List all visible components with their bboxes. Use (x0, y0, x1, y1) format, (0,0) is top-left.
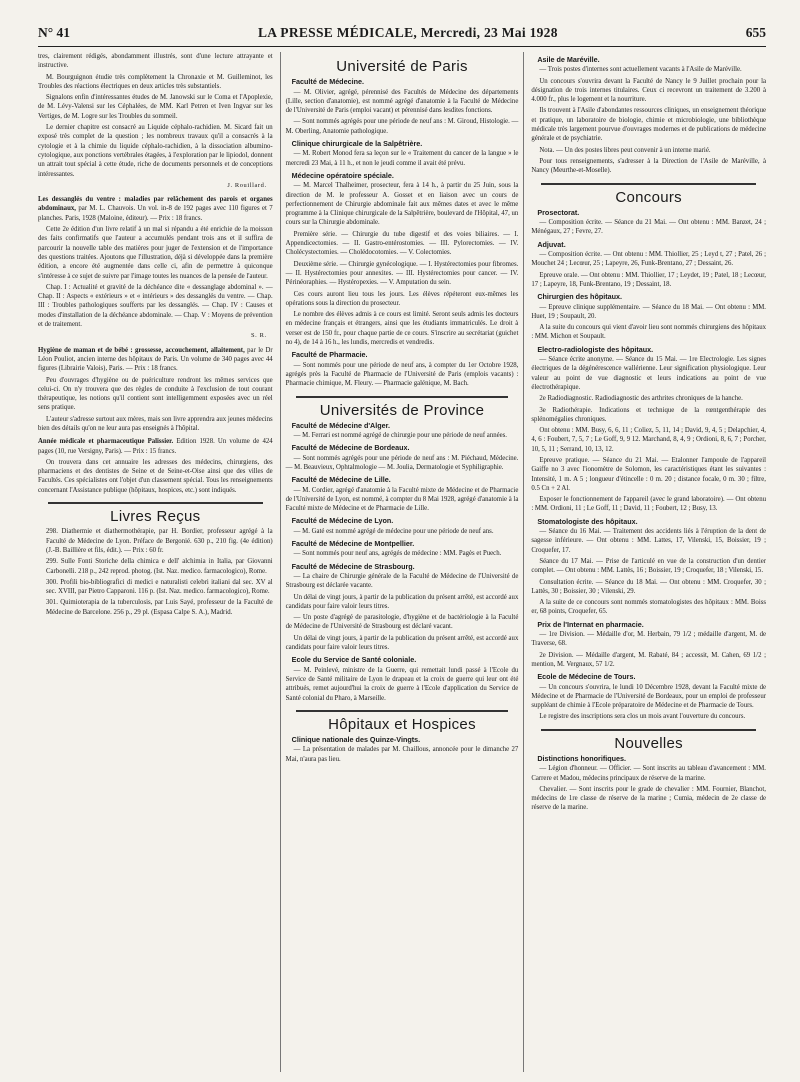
item-title: Electro-radiologiste des hôpitaux. (537, 344, 654, 354)
paragraph: A la suite du concours qui vient d'avoir lieu sont nommés chirurgiens des hôpitaux : MM. Michon et Soupault. (531, 324, 766, 341)
paragraph: — 1re Division. — Médaille d'or, M. Herbain, 79 1/2 ; médaille d'argent, M. de Traverse, 68. (531, 631, 766, 648)
review-signature: S. R. (251, 332, 267, 340)
paragraph: 2e Division. — Médaille d'argent, M. Rabaté, 84 ; accessit, M. Cahen, 69 1/2 ; mention, M. Vergnaux, 57 1/2. (531, 651, 766, 668)
paragraph: Pour tous renseignements, s'adresser à la Direction de l'Asile de Maréville, à Nancy (Meurthe-et-Moselle). (531, 157, 766, 175)
column-1 (38, 52, 273, 1072)
book-reference: par le Dr Léon Pouliot, ancien interne des hôpitaux de Paris. Un volume de 340 pages avec 44 figures (Librairie Valois), Paris. — Prix : 18 francs. (38, 346, 273, 373)
issue-number: N° 41 (38, 25, 71, 40)
item-title: Faculté de Médecine de Strasbourg. (291, 561, 415, 571)
review-signature: J. Rouillard. (227, 181, 267, 189)
paragraph: Le registre des inscriptions sera clos un mois avant l'ouverture du concours. (539, 713, 746, 721)
paragraph: Première série. — Chirurgie du tube digestif et des voies biliaires. — I. Appendicectomies. — II. Gastro-entérostomies. — III. Pylorectomies. — IV. Cholécystectomies. — Cholédocotomies. — V. Colectomies. (285, 230, 519, 257)
paragraph: — Séance écrite anonyme. — Séance du 15 Mai. — 1re Electrologie. Les signes électriques de la dégénérescence wallérienne. Leur signification physiologique. Leur valeur au point de vue diagnostic et leurs indications au point de vue électrothérapique. (531, 356, 766, 391)
paragraph: — M. Peinlevé, ministre de la Guerre, qui remettait lundi passé à l'Ecole du Service de Santé militaire de Lyon le drapeau et la croix de guerre qui leur ont été attribués, remet aujourd'hui la croix de guerre à l'Ecole d'application du Service de Santé colonial du Pharo, à Marseille. (285, 666, 519, 702)
page-number: 655 (745, 25, 766, 40)
paragraph: On trouvera dans cet annuaire les adresses des médecins, chirurgiens, des pharmaciens et des dentistes de Seine et de Seine-et-Oise ainsi que des villes de Facultés. Ces spécialistes ont l'objet d'un classement spécial. Tous les renseignements concernant l'Assistance publique (hôpitaux, hospices, etc.) sont indiqués. (38, 458, 273, 494)
page-header (38, 20, 766, 47)
section-heading-universite-paris: Université de Paris (336, 58, 468, 75)
section-divider (296, 710, 509, 712)
item-title: Faculté de Pharmacie. (291, 350, 368, 360)
column-3 (531, 52, 766, 1072)
paragraph: A la suite de ce concours sont nommés stomatologistes des hôpitaux : MM. Boiss er, 68 points, Croquefer, 65. (531, 599, 766, 616)
paragraph: L'auteur s'adresse surtout aux mères, mais son livre apprendra aux jeunes médecins bien des détails qu'on ne leur aura pas enseignés à l'hôpital. (38, 415, 273, 432)
paragraph: — Légion d'honneur. — Officier. — Sont inscrits au tableau d'avancement : MM. Carrere et Madou, médecins principaux de réserve de la marine. (531, 765, 766, 782)
paragraph: — Sont nommés pour neuf ans, agrégés de médecine : MM. Pagès et Puech. (293, 550, 502, 558)
section-heading-nouvelles: Nouvelles (614, 734, 683, 752)
book-title: Hygiène de maman et de bébé : grossesse, accouchement, allaitement, (38, 346, 245, 354)
item-title: Distinctions honorifiques. (537, 754, 626, 763)
paragraph: — Un poste d'agrégé de parasitologie, d'hygiène et de bactériologie à la Faculté de Médecine de l'Université de Strasbourg est déclaré vacant. (285, 614, 519, 631)
paragraph: — M. Robert Monod fera sa leçon sur le « Traitement du cancer de la langue » le mercredi 23 Mai, à 11 h., et non le jeudi comme il avait été prévu. (285, 150, 519, 167)
paragraph: 3e Radiothérapie. Indications et technique de la rœntgenthérapie des splénomégalies chroniques. (531, 406, 766, 423)
paragraph: — M. Cordier, agrégé d'anatomie à la Faculté mixte de Médecine et de Pharmacie de l'Université de Lyon, est nommé, à compter du 8 Mai 1928, agrégé d'anatomie à la Faculté mixte de Médecine et de Pharmacie de Lille. (285, 486, 519, 513)
paragraph: — Composition écrite. — Séance du 21 Mai. — Ont obtenu : MM. Banzet, 24 ; Ménégaux, 27 ; Fevre, 27. (531, 219, 766, 236)
paragraph: Séance du 17 Mai. — Prise de l'articulé en vue de la construction d'un dentier complet. — Ont obtenu : MM. Lattès, 16 ; Boissier, 19 ; Croquefer, 18 ; Vilenski, 15. (531, 557, 766, 575)
paragraph: Deuxième série. — Chirurgie gynécologique. — I. Hystérectomies pour fibromes. — II. Hystérectomies pour annexites. — III. Hystérectomies pour cancer. — IV. Périnéoraphies. — Hystéropexies. — V. Amputation du sein. (285, 260, 519, 287)
paragraph: tres, clairement rédigés, abondamment illustrés, sont d'une lecture attrayante et instructive. (38, 53, 273, 70)
paragraph: Un délai de vingt jours, à partir de la publication du présent arrêté, est accordé aux candidats pour faire valoir leurs titres. (285, 593, 519, 610)
item-title: Prosectorat. (537, 207, 580, 217)
paragraph: — Un concours s'ouvrira, le lundi 10 Décembre 1928, devant la Faculté mixte de Médecine et de Pharmacie de l'Université de Bordeaux, pour un emploi de professeur suppléant de chimie à l'Ecole préparatoire de Médecine et de Pharmacie de Tours. (531, 683, 766, 710)
item-title: Faculté de Médecine de Montpellier. (291, 539, 415, 549)
section-heading-universites-province: Universités de Province (319, 401, 485, 419)
item-title: Faculté de Médecine d'Alger. (291, 420, 391, 430)
item-title: Faculté de Médecine de Bordeaux. (291, 443, 410, 453)
paragraph: Ils trouvent à l'Asile d'abondantes ressources cliniques, un enseignement théorique et pratique, un laboratoire de biologie, chimie et microbiologie, une bibliothèque médicale très largement pourvue d'ouvrages modernes et de publications de médecine générale et de psychiatrie. (531, 107, 766, 143)
paragraph: Cette 2e édition d'un livre relatif à un mal si répandu a été enrichie de la moisson des faits confirmatifs que l'auteur a accumulés pendant trois ans et il suffira de parcourir la nouvelle table des matières pour juger de l'extension et de l'importance des questions traitées. Ajoutons que l'illustration, déjà si développée dans la première édition, a encore été augmentée dans celle ci, afin de permettre à quiconque s'intéresse à ce sujet de suivre par l'image toutes les nuances de la pensée de l'auteur. (38, 226, 273, 280)
book-reference: par M. L. Chauvois. Un vol. in-8 de 192 pages avec 110 figures et 7 planches. Paris, 1928 (Maloine, éditeur). — Prix : 18 francs. (38, 205, 273, 222)
item-title: Faculté de Médecine. (291, 77, 364, 87)
paragraph: Nota. — Un des postes libres peut convenir à un interne marié. (539, 146, 711, 154)
paragraph: Chevalier. — Sont inscrits pour le grade de chevalier : MM. Fournier, Blanchot, médecins de 1re classe de réserve de la marine ; Cumia, médecin de 2e classe de réserve de la marine. (531, 785, 766, 812)
paragraph: — M. Marcel Thalheimer, prosecteur, fera à 14 h., à partir du 25 Juin, sous la direction de M. le professeur A. Gosset et en liaison avec un cours de perfectionnement de Chirurgie abdominale fait aux mêmes dates et avec le même programme à la Clinique chirurgicale de la Salpêtrière, boulevard de l'Hôpital, 47, un cours sur la Chirurgie abdominale. (285, 182, 519, 227)
item-title: Adjuvat. (537, 239, 566, 249)
section-divider (541, 183, 756, 185)
book-list-item: 299. Sulle Fonti Storiche della chimica e dell' alchimia in Italia, par Giovanni Carbonelli. 218 p., 242 reprod. photog. (Ist. Naz. medico. farmacologico), Rome. (46, 558, 273, 575)
paragraph: M. Bourguignon étudie très complètement la Chronaxie et M. Guilleminot, les Troubles des réactions électriques en deux articles très substantiels. (38, 73, 273, 90)
columns (38, 52, 766, 1072)
paragraph: — Sont nommés agrégés pour une période de neuf ans : M. Giroud, Histologie. — M. Oberling, Anatomie pathologique. (285, 118, 519, 135)
book-title: Année médicale et pharmaceutique Palissier. (38, 438, 174, 446)
paragraph: — Epreuve clinique supplémentaire. — Séance du 18 Mai. — Ont obtenu : MM. Huet, 19 ; Soupault, 20. (531, 303, 766, 320)
item-title: Ecole de Médecine de Tours. (537, 672, 636, 682)
item-title: Prix de l'Internat en pharmacie. (537, 619, 644, 629)
paragraph: Le nombre des élèves admis à ce cours est limité. Seront seuls admis les docteurs en médecine français et étrangers, ainsi que les étudiants immatriculés. Le droit à verser est de 150 fr., pour chaque partie de ce cours. S'inscrire au secrétariat (guichet no 4), de 14 à 16 h., les lundis, mercredis et vendredis. (285, 311, 519, 347)
paragraph: Consultation écrite. — Séance du 18 Mai. — Ont obtenu : MM. Croquefer, 30 ; Lattès, 30 ; Boissier, 30 ; Vilenski, 29. (531, 578, 766, 595)
item-title: Clinique chirurgicale de la Salpêtrière. (291, 139, 423, 149)
paragraph: — La chaire de Chirurgie générale de la Faculté de Médecine de l'Université de Strasbourg est déclarée vacante. (285, 572, 519, 590)
paragraph: Un concours s'ouvrira devant la Faculté de Nancy le 9 Juillet prochain pour la désignation de trois internes titulaires. Ceux ci recevront un traitement de 3.200 à 4.000 fr., plus le logement et la nourriture. (531, 77, 766, 104)
paragraph: Ont obtenu : MM. Busy, 6, 6, 11 ; Coliez, 5, 11, 14 ; David, 9, 4, 5 ; Delapchier, 4, 4, 6 : Foubert, 7, 5, 7 ; Le Goff, 9, 9 12. Marchand, 8, 4, 9 ; Ordioni, 8, 6, 7 ; Porcher, 10, 5, 11 ; Serrand, 10, 13, 12. (531, 427, 766, 453)
item-title: Faculté de Médecine de Lyon. (291, 516, 394, 526)
paragraph: — La présentation de malades par M. Chaillous, annoncée pour le dimanche 27 Mai, n'aura pas lieu. (285, 746, 519, 763)
paragraph: — M. Olivier, agrégé, pérennisé des Facultés de Médecine des départements (Lille, section d'anatomie), est nommé agrégé d'anatomie à la Faculté de Médecine de l'Université de Paris (emploi vacant) et pérennisé dans lesdites fonctions. (285, 88, 519, 115)
paragraph: Ces cours auront lieu tous les jours. Les élèves répéteront eux-mêmes les opérations sous la direction du prosecteur. (285, 290, 519, 307)
item-title: Ecole du Service de Santé coloniale. (291, 655, 417, 665)
paragraph: — Trois postes d'internes sont actuellement vacants à l'Asile de Maréville. (539, 66, 742, 74)
book-list-item: 298. Diathermie et diathermothérapie, par H. Bordier, professeur agrégé à la Faculté de Médecine de Lyon. Préface de Bergonié. 630 p., 210 fig. (4e édition) (J.-B. Baillière et fils, édit.). — Prix : 60 fr. (46, 528, 273, 554)
section-divider (296, 396, 509, 398)
book-list-item: 300. Profili bio-bibliografici di medici e naturalisti celebri italiani dal sec. XV al sec. XVIII, par Pietro Capparoni. 116 p. (Ist. Naz. medico. farmacologico), Rome. (46, 578, 273, 596)
paragraph: Chap. I : Actualité et gravité de la déchéance dite « dessanglage abdominal ». — Chap. II : Aspects « extérieurs » et « intérieurs » des dessanglés du ventre. — Chap. III : Troubles pathologiques soufferts par les dessanglés. — Chap. IV : Causes et modes d'installation de la déchéance abdominale. — Chap. V : Moyens de prévention et de traitement. (38, 283, 273, 329)
paragraph: Epreuve pratique. — Séance du 21 Mai. — Etalonner l'ampoule de l'appareil Gaiffe no 3 avec l'ionomètre de Solomon, les caractéristiques étant les suivantes : Intensité, 1 m. A 5 ; longueur d'étincelle : 0 m. 20 ; distance focale, 0 m. 30 ; filtre, 0.5 Cn + 2 Al. (531, 456, 766, 492)
column-2 (280, 52, 525, 1072)
section-heading-livres-recus: Livres Reçus (110, 508, 201, 526)
paragraph: Le dernier chapitre est consacré au Liquide céphalo-rachidien. M. Sicard fait un exposé très complet de la question ; les nombreux travaux qu'il a consacrés à la cytologie et à la chimie du liquide céphalo-rachidien, à la dissociation albumino-cytologique, aux ponctions vertébrales étagées, à l'exploration par le lipiodol, donnent un attrait tout spécial à cette étude, riche de documents personnels et de conceptions intéressantes. (38, 124, 273, 178)
section-divider (48, 502, 263, 504)
item-title: Clinique nationale des Quinze-Vingts. (291, 735, 421, 745)
paragraph: Signalons enfin d'intéressantes études de M. Janowski sur le Coma et l'Apoplexie, de M. Lévy-Valensi sur les Céphalées, de MM. Karl Petren et Iven Ingvar sur les Vertiges, de M. Logre sur les Troubles du sommeil. (38, 94, 273, 120)
paragraph: — M. Ferrari est nommé agrégé de chirurgie pour une période de neuf années. (293, 432, 507, 440)
item-title: Médecine opératoire spéciale. (291, 170, 394, 180)
item-title: Asile de Maréville. (537, 55, 600, 64)
section-heading-concours: Concours (615, 188, 682, 206)
item-title: Stomatologiste des hôpitaux. (537, 516, 638, 526)
book-title: Les dessanglés du ventre : maladies par relâchement des parois et organes abdominaux, (38, 196, 273, 213)
paragraph: — M. Gaté est nommé agrégé de médecine pour une période de neuf ans. (293, 527, 494, 535)
paragraph: Un délai de vingt jours, à partir de la publication du présent arrêté, est accordé aux candidats pour faire valoir leurs titres. (285, 634, 519, 652)
section-heading-hopitaux: Hôpitaux et Hospices (328, 715, 476, 733)
paragraph: Epreuve orale. — Ont obtenu : MM. Thiollier, 17 ; Leydet, 19 ; Patel, 18 ; Lecœur, 17 ; Lapeyre, 18, Funk-Brentano, 19 ; Dessaint, 18. (531, 271, 766, 288)
paragraph: — Sont nommés agrégés pour une période de neuf ans : M. Piéchaud, Médecine. — M. Beauvieux, Ophtalmologie — M. Joulia, Dermatologie et Syphiligraphie. (285, 454, 519, 471)
paragraph: — Sont nommés pour une période de neuf ans, à compter du 1er Octobre 1928, agrégés près la Faculté de Pharmacie de l'Université de Paris (emplois vacants) : Pharmacie chimique, M. Fleury. — Pharmacie galénique, M. Bach. (285, 361, 519, 388)
paragraph: Peu d'ouvrages d'hygiène ou de puériculture rendront les mêmes services que celui-ci. On n'y trouvera que des règles de conduite à l'exclusion de tout courant thérapeutique, les notions qu'il contient sont intelligemment exposées avec un réel sens pratique. (38, 376, 273, 412)
journal-title: LA PRESSE MÉDICALE, Mercredi, 23 Mai 1928 (257, 25, 558, 40)
section-divider (541, 729, 756, 731)
paragraph: Exposer le fonctionnement de l'appareil (avec le grand laboratoire). — Ont obtenu : MM. Ordioni, 11 ; Le Goff, 11 ; David, 11 ; Foubert, 12 ; Busy, 13. (531, 496, 766, 513)
paragraph: — Composition écrite. — Ont obtenu : MM. Thiollier, 25 ; Leyd t, 27 ; Patel, 26 ; Mouchet 24 ; Lecœur, 25 ; Lapeyre, 26, Funk-Brentano, 27 ; Dessaint, 26. (531, 251, 766, 268)
book-reference: Edition 1928. Un volume de 424 pages (10, rue Versigny, Paris). — Prix : 15 francs. (38, 438, 273, 455)
item-title: Faculté de Médecine de Lille. (291, 475, 391, 485)
item-title: Chirurgien des hôpitaux. (537, 292, 623, 302)
paragraph: 2e Radiodiagnostic. Radiodiagnostic des arthrites chroniques de la hanche. (539, 395, 743, 403)
book-list-item: 301. Quimioterapia de la tuberculosis, par Luis Sayé, professeur de la Faculté de Médecine de Barcelone. 256 p., 29 pl. (Espasa Calpe S. A.), Madrid. (46, 599, 273, 616)
paragraph: — Séance du 16 Mai. — Traitement des accidents liés à l'éruption de la dent de sagesse inférieure. — Ont obtenu : MM. Lattes, 17, Vilenski, 15, Boissier, 19 ; Croquefer, 17. (531, 528, 766, 554)
